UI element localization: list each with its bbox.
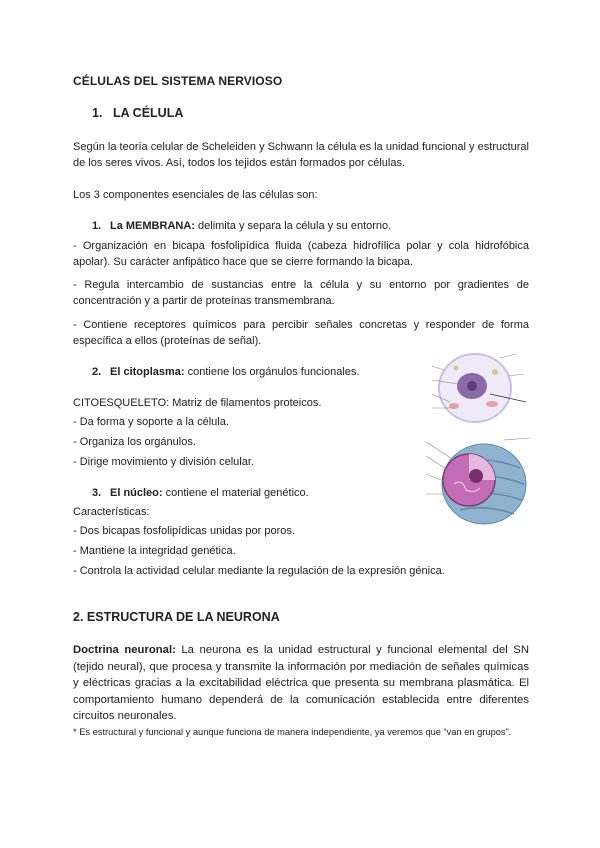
nucleus-point-2: - Mantiene la integridad genética. [73, 545, 236, 557]
label-line-9 [426, 456, 448, 470]
nucleus-point-3: - Controla la actividad celular mediante la regulación de la expresión génica. [73, 565, 445, 577]
nucleus-number: 3. [92, 487, 102, 499]
label-line-6 [500, 354, 516, 358]
nucleolus-shape [469, 469, 483, 483]
cell-theory-paragraph: Según la teoría celular de Scheleiden y Schwann la célula es la unidad funcional y estructural de los seres vivos. Así, todos los tejidos están formados por células. [73, 141, 529, 169]
cytoplasm-label: El citoplasma: [110, 366, 185, 378]
membrane-item [92, 218, 391, 234]
doctrine-text: La neurona es la unidad estructural y funcional elemental del SN (tejido neural), que procesa y transmite la información por mediación de señales químicas y eléctricas gracias a la excitabilidad eléctrica que presenta su membrana plasmática. El comportamiento humano dependerá de la comunicación establecida entre diferentes circuitos neuronales. [73, 644, 529, 723]
membrane-desc: delimita y separa la célula y su entorno. [194, 220, 392, 232]
label-line-12 [504, 438, 530, 440]
label-line-8 [426, 442, 454, 460]
section-1-title: LA CÉLULA [113, 106, 184, 120]
cytoskeleton-line: CITOESQUELETO: Matriz de filamentos proteicos. [73, 397, 322, 409]
cytoplasm-point-2: - Organiza los orgánulos. [73, 436, 196, 448]
section-2-heading: 2. ESTRUCTURA DE LA NEURONA [73, 610, 280, 624]
cytoplasm-number: 2. [92, 366, 102, 378]
section-1-number: 1. [92, 106, 103, 120]
membrane-number: 1. [92, 220, 102, 232]
nucleus-item [92, 485, 309, 501]
vesicle-shape [492, 369, 498, 375]
label-line-7 [508, 374, 524, 376]
cytoplasm-desc: contiene los orgánulos funcionales. [184, 366, 360, 378]
nucleus-point-1: - Dos bicapas fosfolipídicas unidas por poros. [73, 525, 295, 537]
membrane-label: La MEMBRANA: [110, 220, 195, 232]
footnote: * Es estructural y funcional y aunque funciona de manera independiente, ya veremos que “van en grupos”. [73, 727, 512, 737]
doctrine-paragraph [73, 642, 529, 725]
cytoplasm-point-1: - Da forma y soporte a la célula. [73, 416, 229, 428]
section-1-heading [92, 106, 183, 120]
nucleus-label: El núcleo: [110, 487, 163, 499]
animal-cell-illustration [420, 346, 532, 430]
cell-nucleolus-shape [467, 381, 477, 391]
nucleus-desc: contiene el material genético. [162, 487, 309, 499]
nucleus-cutaway-illustration [424, 434, 532, 530]
membrane-point-3: - Contiene receptores químicos para percibir señales concretas y responder de forma específica a ellos (proteínas de señal). [73, 319, 529, 347]
doctrine-label: Doctrina neuronal: [73, 644, 176, 656]
mitochondrion-shape [486, 401, 498, 407]
vesicle-shape-2 [454, 366, 459, 371]
cytoplasm-point-3: - Dirige movimiento y división celular. [73, 456, 254, 468]
nucleus-features-label: Características: [73, 506, 150, 518]
cytoplasm-item [92, 364, 359, 380]
membrane-point-1: - Organización en bicapa fosfolipídica fluida (cabeza hidrofílica polar y cola hidrofóbica apolar). Su carácter anfipático hace que se cierre formando la bicapa. [73, 240, 529, 268]
label-line [432, 366, 444, 370]
page-title: CÉLULAS DEL SISTEMA NERVIOSO [73, 74, 283, 88]
membrane-point-2: - Regula intercambio de sustancias entre la célula y su entorno por gradientes de concentración y a partir de proteínas transmembrana. [73, 279, 529, 307]
components-intro: Los 3 componentes esenciales de las células son: [73, 189, 318, 201]
